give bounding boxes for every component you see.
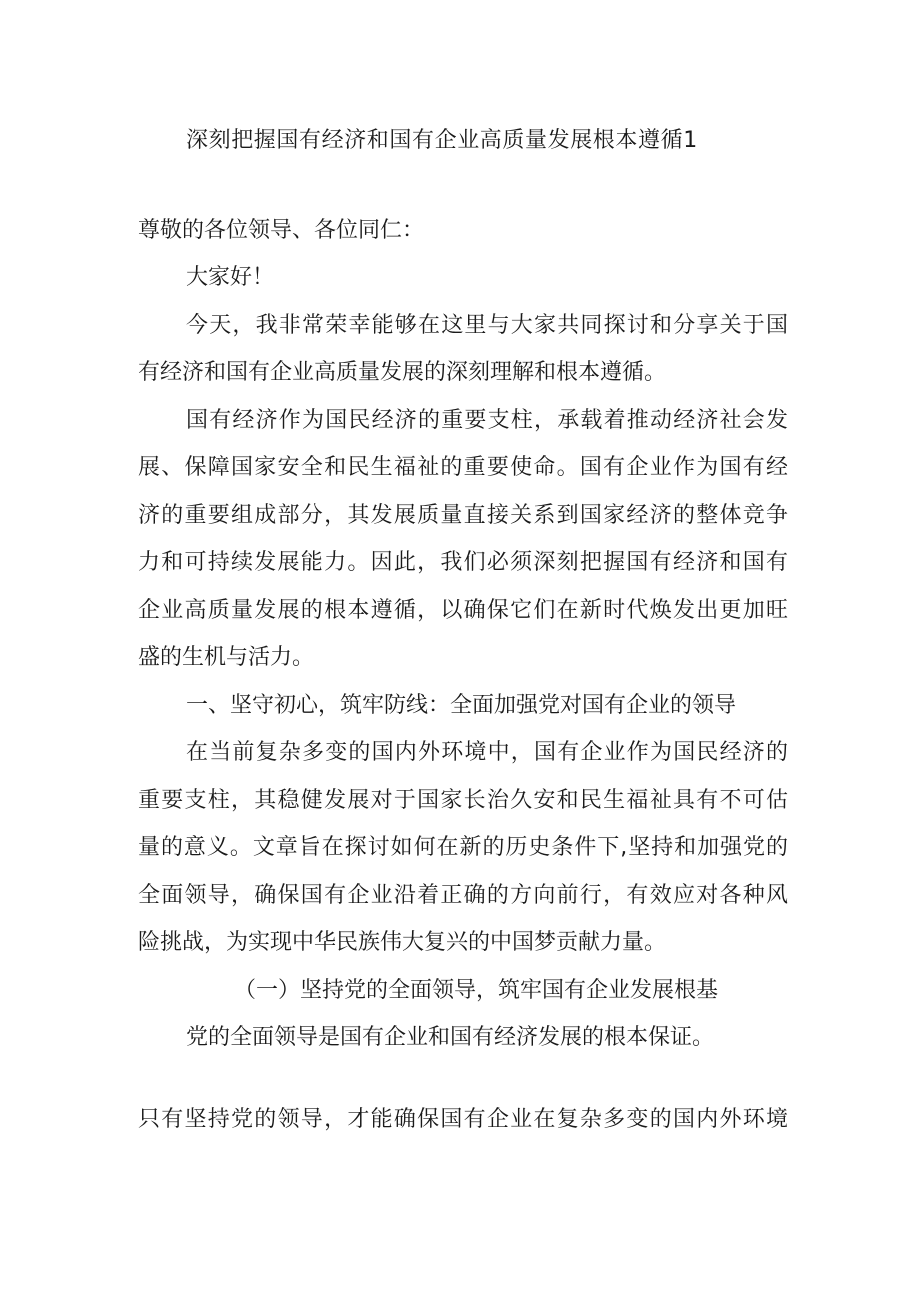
paragraph-3-line-1: 在当前复杂多变的国内外环境中，国有企业作为国民经济的	[186, 740, 788, 765]
paragraph-1-line-2: 有经济和国有企业高质量发展的深刻理解和根本遵循。	[138, 360, 667, 385]
paragraph-2-line-2: 展、保障国家安全和民生福祉的重要使命。国有企业作为国有经	[138, 455, 788, 480]
paragraph-3-line-4: 全面领导，确保国有企业沿着正确的方向前行，有效应对各种风	[138, 883, 788, 908]
paragraph-5-line-1: 只有坚持党的领导，才能确保国有企业在复杂多变的国内外环境	[138, 1107, 788, 1132]
greeting: 大家好！	[186, 265, 275, 290]
paragraph-2-line-1: 国有经济作为国民经济的重要支柱，承载着推动经济社会发	[186, 408, 788, 433]
paragraph-1-line-1: 今天，我非常荣幸能够在这里与大家共同探讨和分享关于国	[186, 313, 788, 338]
paragraph-2-line-4: 力和可持续发展能力。因此，我们必须深刻把握国有经济和国有	[138, 550, 788, 575]
paragraph-3-line-5: 险挑战，为实现中华民族伟大复兴的中国梦贡献力量。	[138, 930, 667, 955]
paragraph-3-line-2: 重要支柱，其稳健发展对于国家长治久安和民生福祉具有不可估	[138, 788, 788, 813]
document-title: 深刻把握国有经济和国有企业高质量发展根本遵循1	[186, 128, 698, 153]
paragraph-4-line-1: 党的全面领导是国有企业和国有经济发展的根本保证。	[186, 1025, 715, 1050]
subheading-1: （一）坚持党的全面领导，筑牢国有企业发展根基	[234, 978, 719, 1003]
paragraph-2-line-3: 济的重要组成部分，其发展质量直接关系到国家经济的整体竞争	[138, 503, 788, 528]
paragraph-2-line-5: 企业高质量发展的根本遵循，以确保它们在新时代焕发出更加旺	[138, 598, 788, 623]
salutation: 尊敬的各位领导、各位同仁：	[138, 218, 425, 243]
section-heading-1: 一、坚守初心，筑牢防线：全面加强党对国有企业的领导	[186, 693, 737, 718]
paragraph-2-line-6: 盛的生机与活力。	[138, 645, 315, 670]
paragraph-3-line-3: 量的意义。文章旨在探讨如何在新的历史条件下,坚持和加强党的	[138, 835, 788, 860]
